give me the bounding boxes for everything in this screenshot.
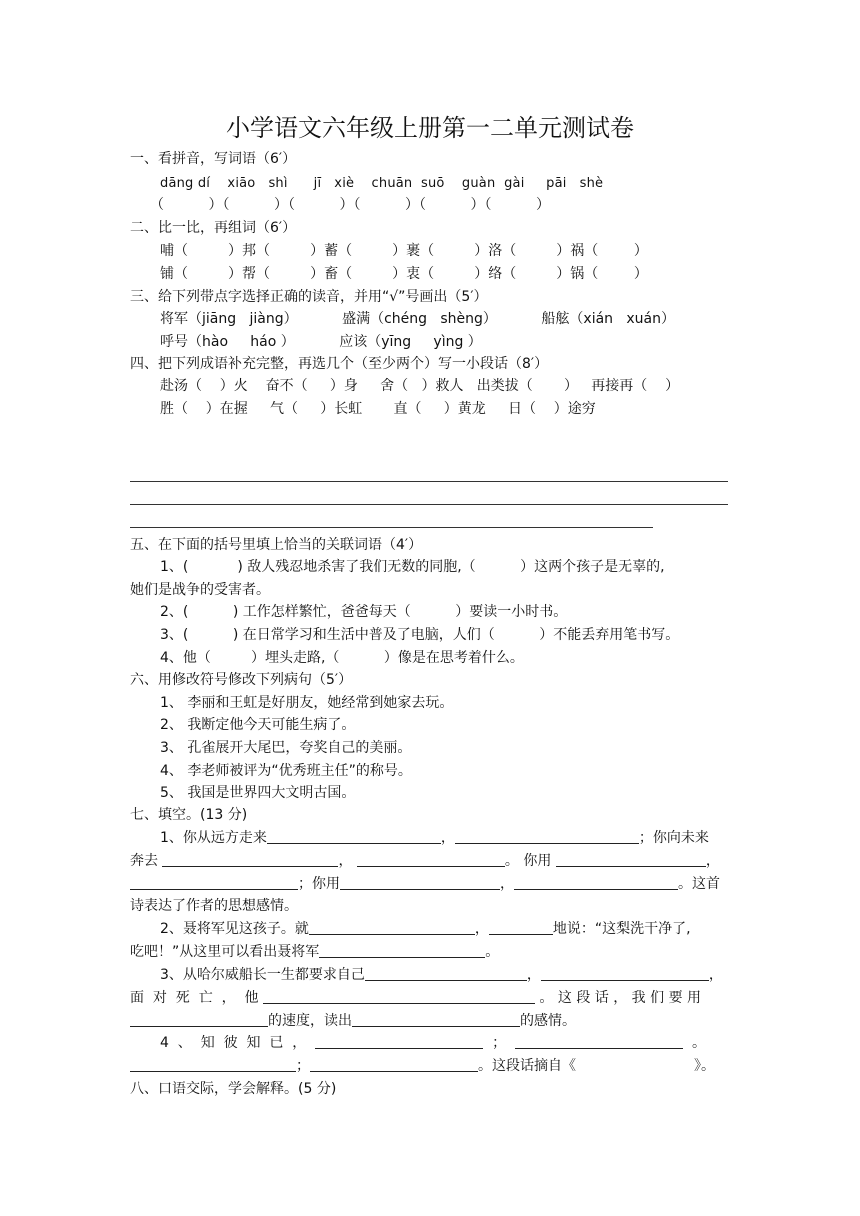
blank[interactable] xyxy=(162,852,338,867)
idiom-row-1: 赴汤（ ）火 奋不（ ）身 舍（ ）救人 出类拔（ ） 再接再（ ） xyxy=(160,378,680,394)
blank[interactable] xyxy=(515,1034,683,1049)
section-8-heading: 八、口语交际，学会解释。(5 分) xyxy=(130,1081,337,1097)
sentence-item: 4、 李老师被评为“优秀班主任”的称号。 xyxy=(160,763,412,779)
punct: ， xyxy=(338,853,353,869)
fill-q2-text: 地说：“这梨洗干净了, xyxy=(552,921,691,937)
blank[interactable] xyxy=(489,920,553,935)
fill-q1-text: 1、你从远方走来 xyxy=(160,830,267,846)
page-title: 小学语文六年级上册第一二单元测试卷 xyxy=(226,114,634,142)
fill-q3-text: 3、从哈尔威船长一生都要求自己 xyxy=(160,967,365,983)
punct: ， xyxy=(526,967,541,983)
sentence-item: 2、 我断定他今天可能生病了。 xyxy=(160,717,356,733)
idiom-row-2: 胜（ ）在握 气（ ）长虹 直（ ）黄龙 日（ ）途穷 xyxy=(160,401,596,417)
fill-q1-text: ；你向未来 xyxy=(638,830,709,846)
punct: ， xyxy=(708,967,723,983)
conjunction-q3: 3、( ) 在日常学习和生活中普及了电脑，人们（ ）不能丢弃用笔书写。 xyxy=(160,627,680,643)
conjunction-q1: 1、( ) 敌人残忍地杀害了我们无数的同胞,（ ）这两个孩子是无辜的, xyxy=(160,559,665,575)
sentence-item: 5、 我国是世界四大文明古国。 xyxy=(160,785,356,801)
blank[interactable] xyxy=(130,1057,296,1072)
blank[interactable] xyxy=(310,1057,478,1072)
section-5-heading: 五、在下面的括号里填上恰当的关联词语（4′） xyxy=(130,537,423,553)
punct: 。 xyxy=(485,944,500,960)
section-7-heading: 七、填空。(13 分) xyxy=(130,807,248,823)
punct: ， xyxy=(705,853,720,869)
section-6-heading: 六、用修改符号修改下列病句（5′） xyxy=(130,672,353,688)
fill-q3-text: 的感情。 xyxy=(520,1013,576,1029)
section-4-heading: 四、把下列成语补充完整，再选几个（至少两个）写一小段话（8′） xyxy=(130,356,549,372)
blank[interactable] xyxy=(309,920,475,935)
writing-line-3 xyxy=(130,527,653,528)
fill-q4-text: 》。 xyxy=(694,1058,715,1074)
fill-q3-text: 的速度，读出 xyxy=(268,1013,352,1029)
blank[interactable] xyxy=(455,829,639,844)
blank[interactable] xyxy=(319,943,485,958)
fill-q1-line3 xyxy=(130,875,720,893)
blank[interactable] xyxy=(514,875,678,890)
fill-q2-line2 xyxy=(130,943,499,961)
blank[interactable] xyxy=(315,1034,483,1049)
pronunciation-row-1: 将军（jiāng jiàng） 盛满（chéng shèng） 船舷（xián xuán） xyxy=(160,311,676,327)
fill-q4-line2 xyxy=(130,1057,715,1075)
blank[interactable] xyxy=(130,1012,268,1027)
section-3-heading: 三、给下列带点字选择正确的读音，并用“√”号画出（5′） xyxy=(130,289,488,305)
conjunction-q1-cont: 她们是战争的受害者。 xyxy=(130,582,270,598)
pronunciation-row-2: 呼号（hào háo ） 应该（yīng yìng ） xyxy=(160,334,482,350)
blank[interactable] xyxy=(340,875,500,890)
compare-row-1: 哺（ ）邦（ ）蓄（ ）裹（ ）洛（ ）祸（ ） xyxy=(160,243,648,259)
blank[interactable] xyxy=(352,1012,520,1027)
fill-q1-text: 。这首 xyxy=(678,876,720,892)
fill-q4-text: 。这段话摘自《 xyxy=(478,1058,576,1074)
blank[interactable] xyxy=(267,829,441,844)
sentence-item: 3、 孔雀展开大尾巴，夸奖自己的美丽。 xyxy=(160,740,412,756)
section-1-heading: 一、看拼音，写词语（6′） xyxy=(130,151,297,167)
section-2-heading: 二、比一比，再组词（6′） xyxy=(130,220,297,236)
conjunction-q2: 2、( ) 工作怎样繁忙，爸爸每天（ ）要读一小时书。 xyxy=(160,604,568,620)
conjunction-q4: 4、他（ ）埋头走路,（ ）像是在思考着什么。 xyxy=(160,650,524,666)
fill-q3-text: 。 这 段 话 ， 我 们 要 用 xyxy=(539,990,702,1006)
blank[interactable] xyxy=(130,875,298,890)
fill-q3-text: 面 对 死 亡 ， 他 xyxy=(130,990,259,1006)
blank[interactable] xyxy=(263,989,535,1004)
compare-row-2: 铺（ ）帮（ ）畜（ ）衷（ ）络（ ）锅（ ） xyxy=(160,266,648,282)
fill-q2-line1 xyxy=(160,920,691,938)
fill-q2-text: 2、聂将军见这孩子。就 xyxy=(160,921,309,937)
fill-q1-line4: 诗表达了作者的思想感情。 xyxy=(130,898,298,914)
punct: 。 xyxy=(504,853,519,869)
punct: ， xyxy=(500,876,514,892)
blank[interactable] xyxy=(365,966,527,981)
blank[interactable] xyxy=(357,852,505,867)
writing-line-1 xyxy=(130,481,728,482)
fill-q1-line1 xyxy=(160,829,709,847)
fill-q1-text: 奔去 xyxy=(130,853,158,869)
writing-line-2 xyxy=(130,504,728,505)
fill-q1-text: ；你用 xyxy=(298,876,340,892)
fill-q3-line2 xyxy=(130,989,701,1007)
fill-q1-line2 xyxy=(130,852,720,870)
punct: ； xyxy=(492,1035,507,1051)
fill-q4-line1 xyxy=(160,1034,706,1052)
pinyin-prompts: dāng dí xiāo shì jī xiè chuān suō guàn gài pāi shè xyxy=(160,176,604,191)
fill-q2-text: 吃吧！”从这里可以看出聂将军 xyxy=(130,944,320,960)
answer-boxes: （ ）（ ）（ ）（ ）（ ）（ ） xyxy=(150,197,551,213)
punct: ， xyxy=(440,830,455,846)
fill-q4-text: 4 、 知 彼 知 已 ， xyxy=(160,1035,307,1051)
sentence-item: 1、 李丽和王虹是好朋友，她经常到她家去玩。 xyxy=(160,695,454,711)
punct: 。 xyxy=(691,1035,706,1051)
fill-q3-line3 xyxy=(130,1012,576,1030)
fill-q1-text: 你用 xyxy=(523,853,552,869)
blank[interactable] xyxy=(541,966,709,981)
fill-q3-line1 xyxy=(160,966,723,984)
punct: ； xyxy=(296,1058,310,1074)
punct: ， xyxy=(474,921,489,937)
blank[interactable] xyxy=(556,852,706,867)
